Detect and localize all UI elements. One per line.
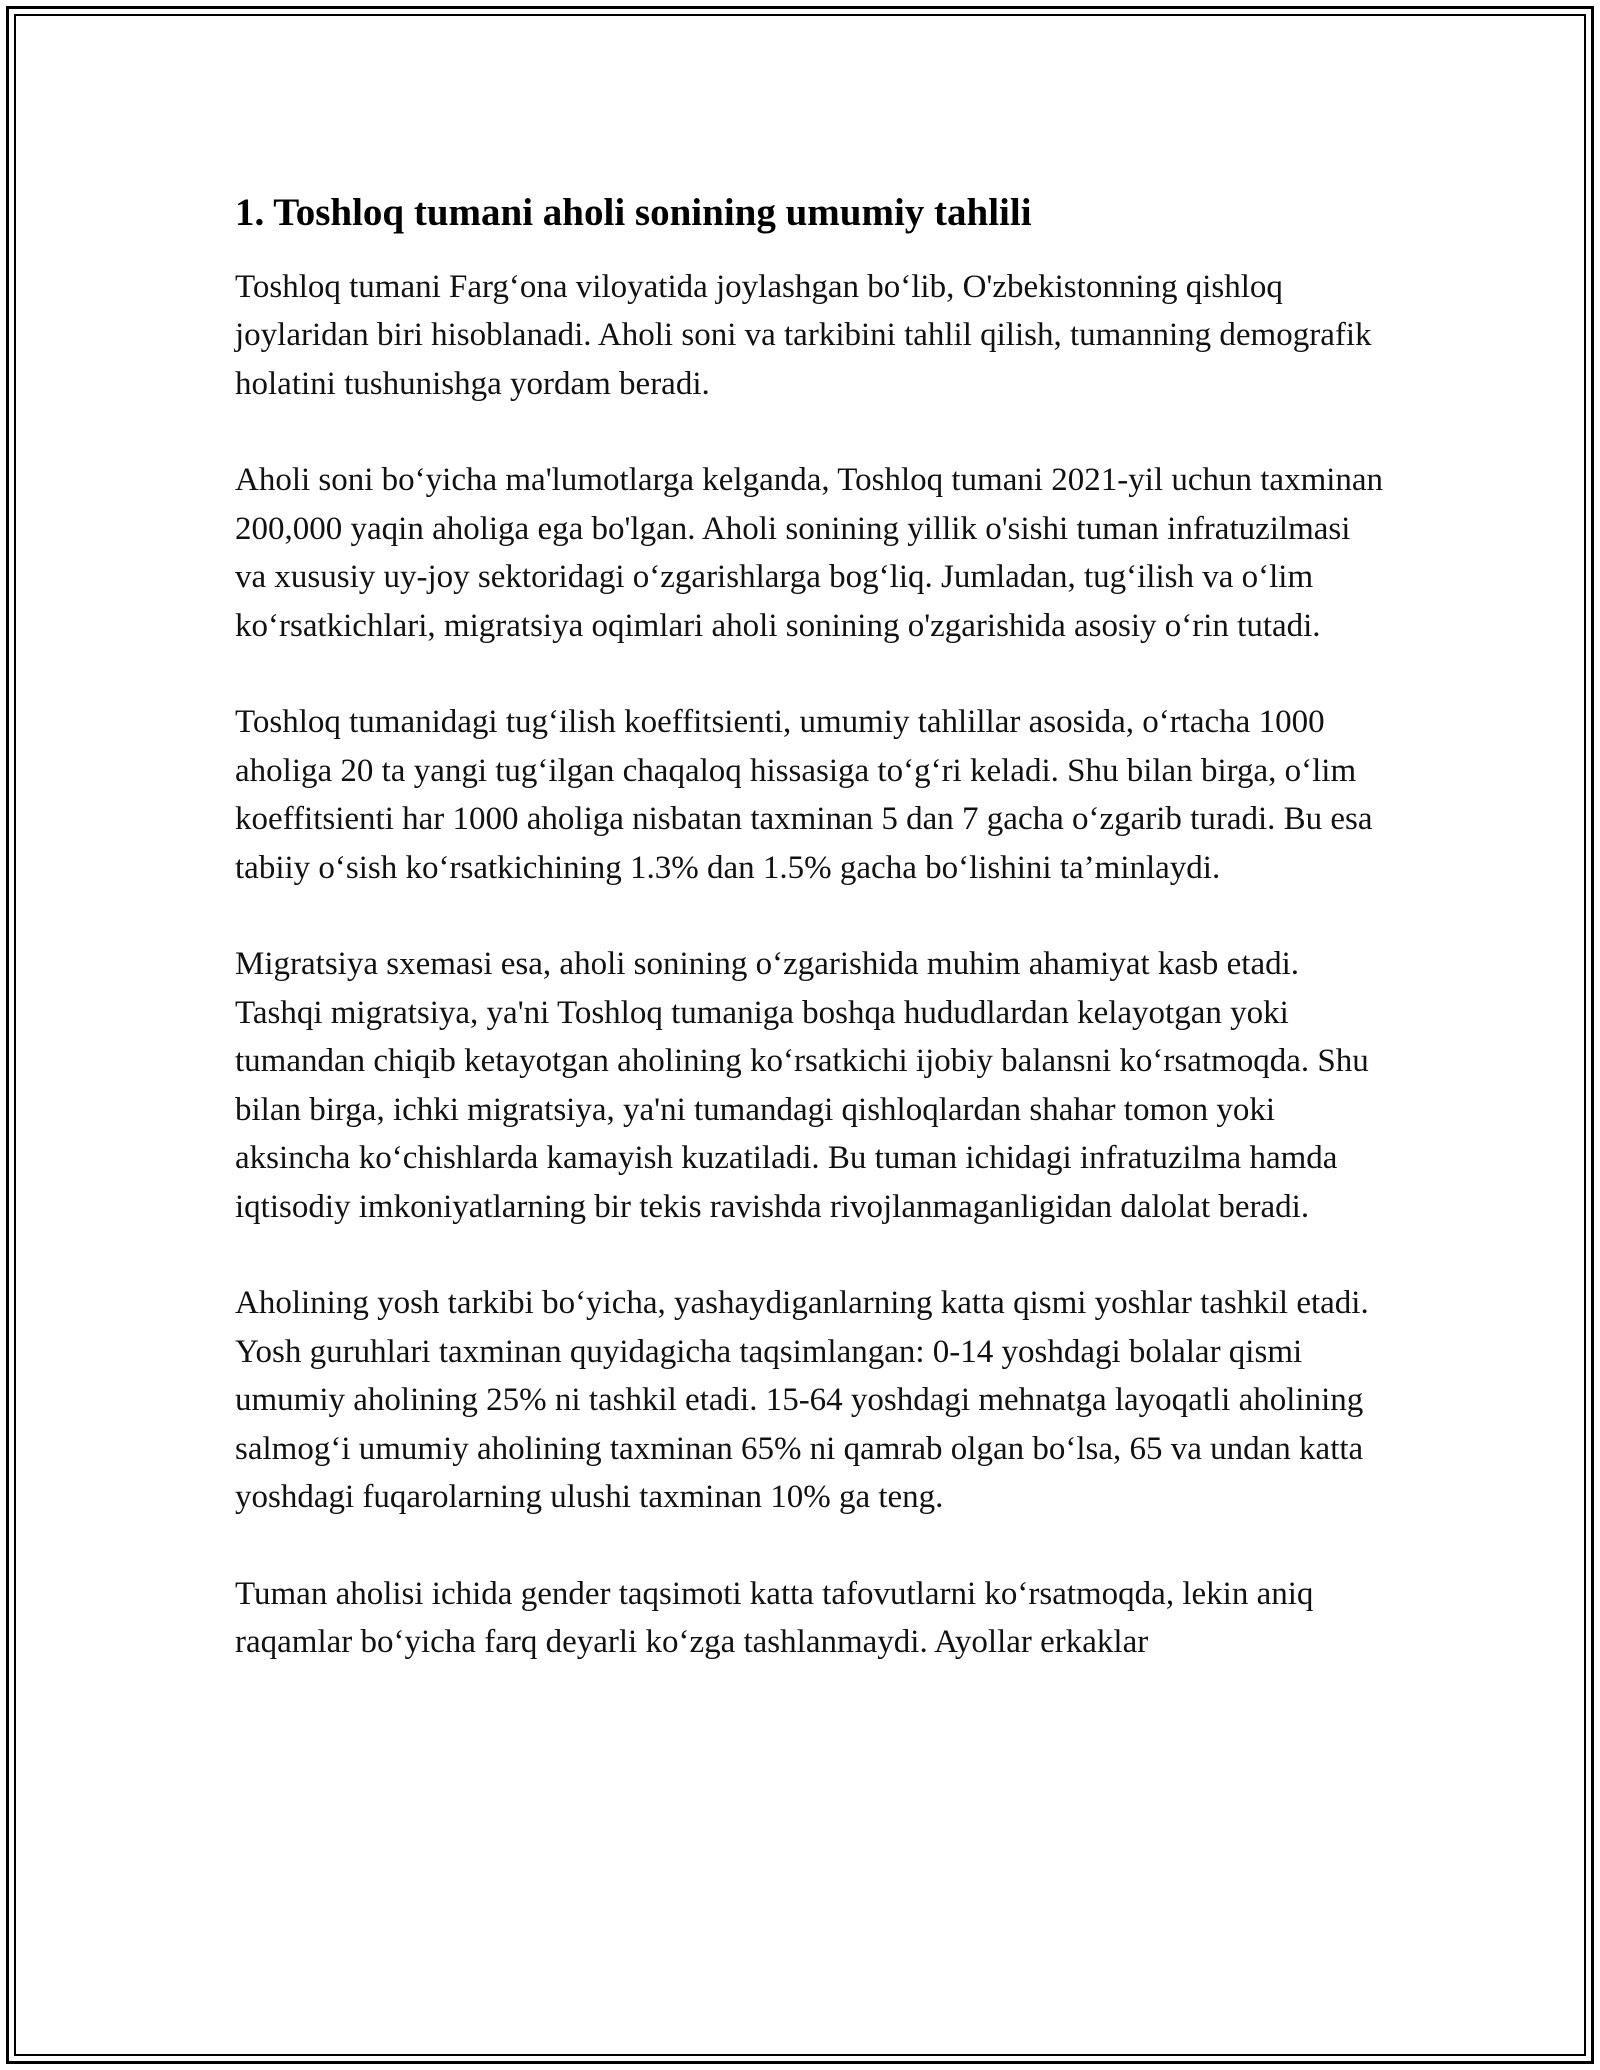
paragraph-gender: Tuman aholisi ichida gender taqsimoti katta tafovutlarni ko‘rsatmoqda, lekin aniq raqamlar bo‘yicha farq deyarli ko‘zga tashlanmaydi. Ayollar erkaklar (235, 1575, 1314, 1661)
section-heading: 1. Toshloq tumani aholi sonining umumiy tahlili (235, 191, 1032, 234)
document-body (235, 190, 1385, 1715)
paragraph-migration: Migratsiya sxemasi esa, aholi sonining o‘zgarishida muhim ahamiyat kasb etadi. Tashqi migratsiya, ya'ni Toshloq tumaniga boshqa hududlardan kelayotgan yoki tumandan chiqib ketayotgan aholining ko‘rsatkichi ijobiy balansni ko‘rsatmoqda. Shu bilan birga, ichki migratsiya, ya'ni tumandagi qishloqlardan shahar tomon yoki aksincha ko‘chishlarda kamayish kuzatiladi. Bu tuman ichidagi infratuzilma hamda iqtisodiy imkoniyatlarning bir tekis ravishda rivojlanmaganligidan dalolat beradi. (235, 946, 1369, 1225)
paragraph-population: Aholi soni bo‘yicha ma'lumotlarga kelganda, Toshloq tumani 2021-yil uchun taxminan 200,000 yaqin aholiga ega bo'lgan. Aholi sonining yillik o'sishi tuman infratuzilmasi va xususiy uy-joy sektoridagi o‘zgarishlarga bog‘liq. Jumladan, tug‘ilish va o‘lim ko‘rsatkichlari, migratsiya oqimlari aholi sonining o'zgarishida asosiy o‘rin tutadi. (235, 462, 1384, 644)
paragraph-birth-rate: Toshloq tumanidagi tug‘ilish koeffitsienti, umumiy tahlillar asosida, o‘rtacha 1000 aholiga 20 ta yangi tug‘ilgan chaqaloq hissasiga to‘g‘ri keladi. Shu bilan birga, o‘lim koeffitsienti har 1000 aholiga nisbatan taxminan 5 dan 7 gacha o‘zgarib turadi. Bu esa tabiiy o‘sish ko‘rsatkichining 1.3% dan 1.5% gacha bo‘lishini ta’minlaydi. (235, 704, 1373, 886)
paragraph-age-structure: Aholining yosh tarkibi bo‘yicha, yashaydiganlarning katta qismi yoshlar tashkil etadi. Yosh guruhlari taxminan quyidagicha taqsimlangan: 0-14 yoshdagi bolalar qismi umumiy aholining 25% ni tashkil etadi. 15-64 yoshdagi mehnatga layoqatli aholining salmog‘i umumiy aholining taxminan 65% ni qamrab olgan bo‘lsa, 65 va undan katta yoshdagi fuqarolarning ulushi taxminan 10% ga teng. (235, 1285, 1369, 1516)
paragraph-intro: Toshloq tumani Farg‘ona viloyatida joylashgan bo‘lib, O'zbekistonning qishloq joylaridan biri hisoblanadi. Aholi soni va tarkibini tahlil qilish, tumanning demografik holatini tushunishga yordam beradi. (235, 268, 1372, 402)
